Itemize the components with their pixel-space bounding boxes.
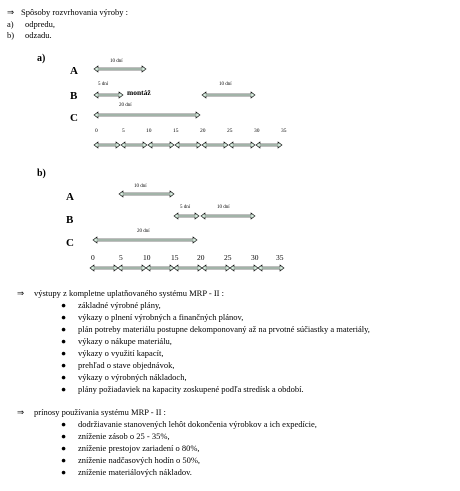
list-item: dodržiavanie stanovených lehôt dokončenia výrobkov a ich expedície,: [78, 419, 317, 429]
axis-tick: 0: [91, 253, 95, 262]
bullet-icon: ●: [61, 467, 67, 477]
intro-heading: Spôsoby rozvrhovania výroby :: [21, 7, 128, 17]
list-item: prehľad o stave objednávok,: [78, 360, 175, 370]
duration-label: 20 dní: [119, 103, 132, 108]
bullet-icon: ●: [61, 443, 67, 453]
bullet-icon: ●: [61, 431, 67, 441]
list-item: zníženie prestojov zariadení o 80%,: [78, 443, 200, 453]
axis-tick: 30: [251, 253, 259, 262]
axis-tick: 5: [119, 253, 123, 262]
bullet-icon: ●: [61, 360, 67, 370]
axis-segment-arrow: [230, 265, 258, 271]
bullet-icon: ●: [61, 324, 67, 334]
duration-label: 5 dní: [98, 82, 109, 87]
bullet-icon: ●: [61, 455, 67, 465]
axis-tick: 25: [224, 253, 232, 262]
duration-label: 20 dní: [137, 229, 150, 234]
duration-bar-arrow: [174, 213, 199, 219]
benefits-heading: prínosy používania systému MRP - II :: [34, 407, 166, 417]
row-label-a: A: [70, 65, 78, 77]
list-item: plány požiadaviek na kapacity zoskupené podľa stredísk a období.: [78, 384, 304, 394]
intro-item-text: odzadu.: [25, 30, 52, 40]
axis-segment-arrow: [90, 265, 118, 271]
axis-tick: 15: [173, 128, 179, 134]
axis-tick: 30: [254, 128, 260, 134]
axis-tick: 10: [143, 253, 151, 262]
duration-bar-arrow: [93, 237, 197, 243]
intro-item-marker: b): [7, 30, 15, 40]
duration-label: 10 dní: [134, 184, 147, 189]
arrow-icon: ⇒: [7, 7, 15, 17]
axis-tick: 0: [95, 128, 98, 134]
bullet-icon: ●: [61, 348, 67, 358]
axis-tick: 25: [227, 128, 233, 134]
arrow-icon: ⇒: [17, 407, 25, 417]
bullet-icon: ●: [61, 336, 67, 346]
axis-tick: 35: [276, 253, 284, 262]
section-label: b): [37, 168, 46, 179]
operation-label: montáž: [127, 88, 151, 97]
bullet-icon: ●: [61, 300, 67, 310]
list-item: základné výrobné plány,: [78, 300, 161, 310]
axis-tick: 20: [197, 253, 205, 262]
bullet-icon: ●: [61, 312, 67, 322]
list-item: zníženie zásob o 25 - 35%,: [78, 431, 170, 441]
row-label-b: B: [66, 214, 74, 226]
axis-tick: 15: [171, 253, 179, 262]
duration-label: 10 dní: [219, 82, 232, 87]
intro-item-marker: a): [7, 19, 14, 29]
duration-label: 10 dní: [217, 205, 230, 210]
axis-tick: 10: [146, 128, 152, 134]
list-item: výkazy o nákupe materiálu,: [78, 336, 172, 346]
axis-segment-arrow: [202, 265, 230, 271]
axis-segment-arrow: [146, 265, 174, 271]
row-label-a: A: [66, 191, 74, 203]
list-item: výkazy o výrobných nákladoch,: [78, 372, 187, 382]
duration-label: 10 dní: [110, 59, 123, 64]
time-axis: [90, 265, 284, 271]
axis-tick: 5: [122, 128, 125, 134]
axis-segment-arrow: [118, 265, 146, 271]
outputs-heading: výstupy z kompletne uplatňovaného systému MRP - II :: [34, 288, 224, 298]
list-item: výkazy o využití kapacít,: [78, 348, 164, 358]
bullet-icon: ●: [61, 384, 67, 394]
row-label-c: C: [66, 237, 74, 249]
arrow-icon: ⇒: [17, 288, 25, 298]
list-item: zníženie nadčasových hodín o 50%,: [78, 455, 201, 465]
list-item: výkazy o plnení výrobných a finančných plánov,: [78, 312, 244, 322]
section-label: a): [37, 53, 46, 64]
list-item: zníženie materiálových nákladov.: [78, 467, 192, 477]
bullet-icon: ●: [61, 419, 67, 429]
duration-label: 5 dní: [180, 205, 191, 210]
axis-segment-arrow: [174, 265, 202, 271]
row-label-b: B: [70, 90, 78, 102]
axis-tick: 20: [200, 128, 206, 134]
duration-bar-arrow: [119, 191, 174, 197]
bullet-icon: ●: [61, 372, 67, 382]
intro-item-text: odpredu,: [25, 19, 55, 29]
axis-segment-arrow: [258, 265, 284, 271]
list-item: plán potreby materiálu postupne dekomponovaný až na prvotné súčiastky a materiály,: [78, 324, 370, 334]
duration-bar-arrow: [201, 213, 255, 219]
axis-tick: 35: [281, 128, 287, 134]
row-label-c: C: [70, 112, 78, 124]
